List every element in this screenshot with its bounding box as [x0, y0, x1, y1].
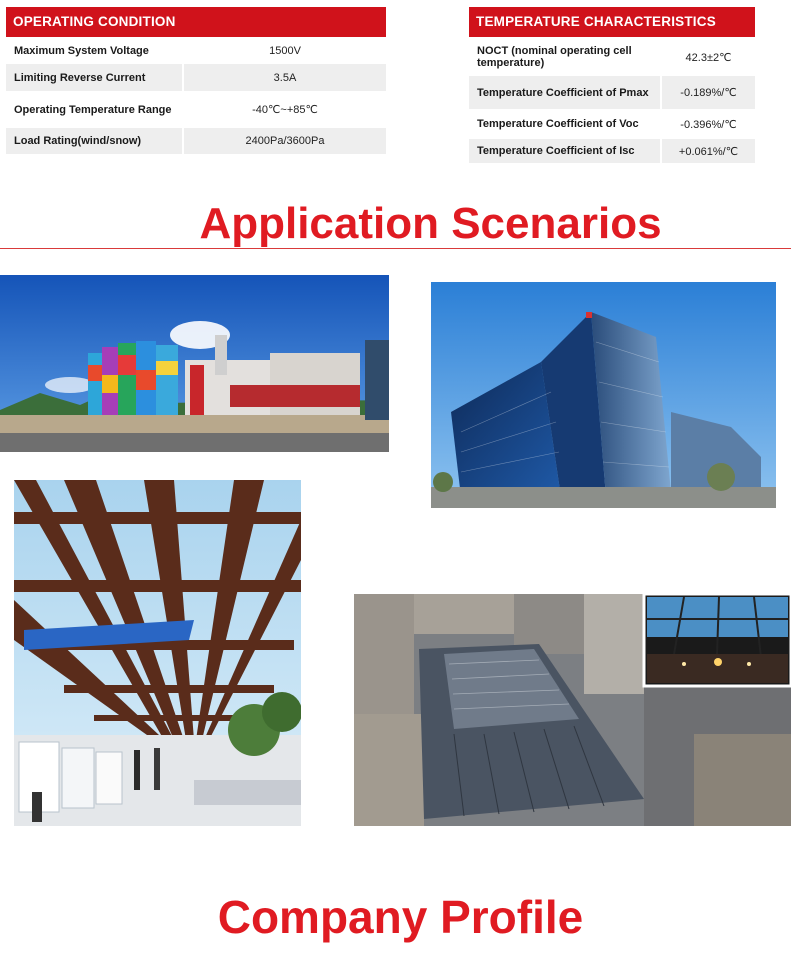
spec-label: Temperature Coefficient of Voc — [469, 109, 660, 139]
table-row — [6, 38, 386, 64]
application-scenarios-heading: Application Scenarios — [199, 199, 662, 248]
section-divider — [0, 248, 791, 249]
glass-office-building-photo — [431, 282, 776, 508]
temperature-characteristics-title: TEMPERATURE CHARACTERISTICS — [469, 7, 755, 37]
table-row — [469, 109, 755, 139]
spec-label: Temperature Coefficient of Pmax — [469, 76, 660, 109]
spec-value: 2400Pa/3600Pa — [184, 128, 386, 154]
spec-label: Load Rating(wind/snow) — [6, 128, 182, 154]
pergola-walkway-photo — [14, 480, 301, 826]
spec-value: 3.5A — [184, 64, 386, 91]
spec-label: Limiting Reverse Current — [6, 64, 182, 91]
company-profile-heading: Company Profile — [217, 891, 584, 943]
spec-label: Operating Temperature Range — [6, 91, 182, 128]
table-row — [6, 128, 386, 154]
spec-value: +0.061%/℃ — [662, 139, 755, 163]
spec-label: Maximum System Voltage — [6, 38, 182, 64]
table-row — [469, 38, 755, 76]
spec-value: -40℃~+85℃ — [184, 91, 386, 128]
spec-value: 42.3±2℃ — [662, 38, 755, 76]
spec-label: Temperature Coefficient of Isc — [469, 139, 660, 163]
industrial-plant-photo — [0, 275, 389, 452]
table-row — [469, 76, 755, 109]
spec-label: NOCT (nominal operating cell temperature) — [469, 38, 660, 76]
spec-value: -0.189%/℃ — [662, 76, 755, 109]
aerial-solar-roof-photo — [354, 594, 791, 826]
spec-value: -0.396%/℃ — [662, 109, 755, 139]
table-row — [6, 64, 386, 91]
table-row — [469, 139, 755, 163]
operating-condition-title: OPERATING CONDITION — [6, 7, 386, 37]
table-row — [6, 91, 386, 128]
spec-value: 1500V — [184, 38, 386, 64]
